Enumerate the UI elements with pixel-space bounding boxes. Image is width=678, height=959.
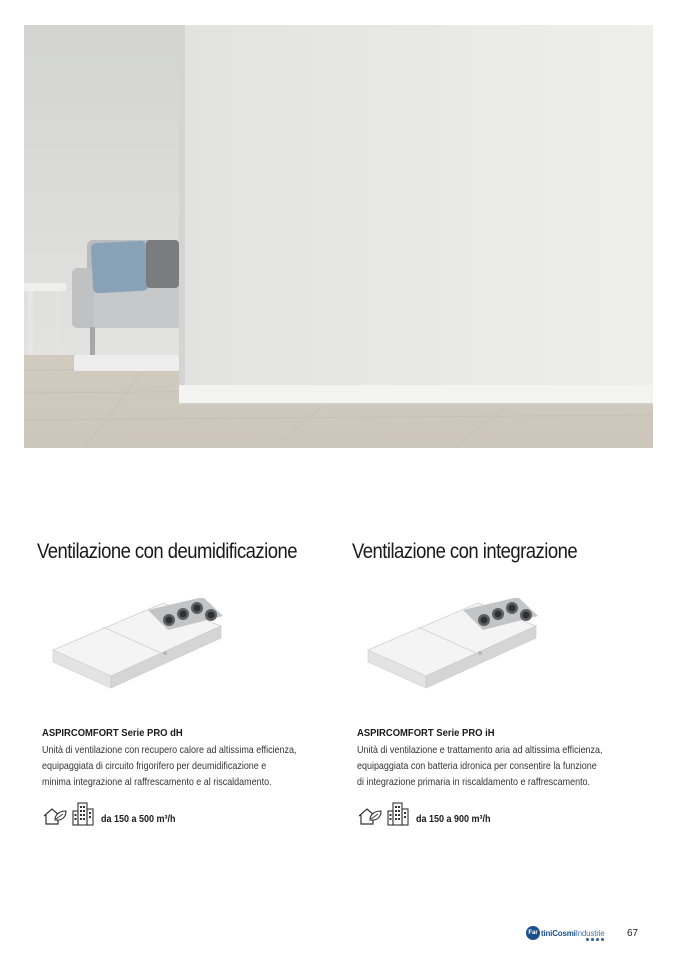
description-line: Unità di ventilazione e trattamento aria ad altissima efficienza, [357,745,603,756]
product-heading: Ventilazione con deumidificazione [37,540,297,563]
product-description [42,743,324,792]
logo-wordmark [541,929,605,938]
logo-bold: tiniCosmi [541,928,576,938]
description-line: di integrazione primaria in riscaldamento e raffrescamento. [357,777,591,789]
logo-dots [586,938,604,941]
building-icon [387,802,409,826]
product-model: ASPIRCOMFORT Serie PRO iH [357,727,495,739]
airflow-range: da 150 a 900 m³/h [416,814,491,825]
logo-light: Industrie [575,928,605,938]
airflow-range: da 150 a 500 m³/h [101,814,176,825]
house-leaf-icon [357,806,383,826]
brand-logo [526,926,605,940]
description-line: equipaggiata di circuito frigorifero per deumidificazione e [42,761,267,773]
ventilation-unit-image [358,598,548,703]
product-column-pro-ih [352,540,652,825]
house-leaf-icon [42,806,68,826]
hero-image [24,25,653,448]
product-model: ASPIRCOMFORT Serie PRO dH [42,727,183,739]
usage-icons [357,802,409,826]
description-line: Unità di ventilazione con recupero calore ad altissima efficienza, [42,745,297,756]
ventilation-unit-image [43,598,233,703]
product-heading: Ventilazione con integrazione [352,540,578,563]
logo-badge: Far [526,926,540,940]
usage-icons [42,802,94,826]
description-line: minima integrazione al raffrescamento e al riscaldamento. [42,777,272,789]
description-line: equipaggiata con batteria idronica per consentire la funzione [357,761,597,773]
building-icon [72,802,94,826]
page-number: 67 [627,928,639,939]
product-column-pro-dh [37,540,337,825]
product-description [357,743,639,792]
